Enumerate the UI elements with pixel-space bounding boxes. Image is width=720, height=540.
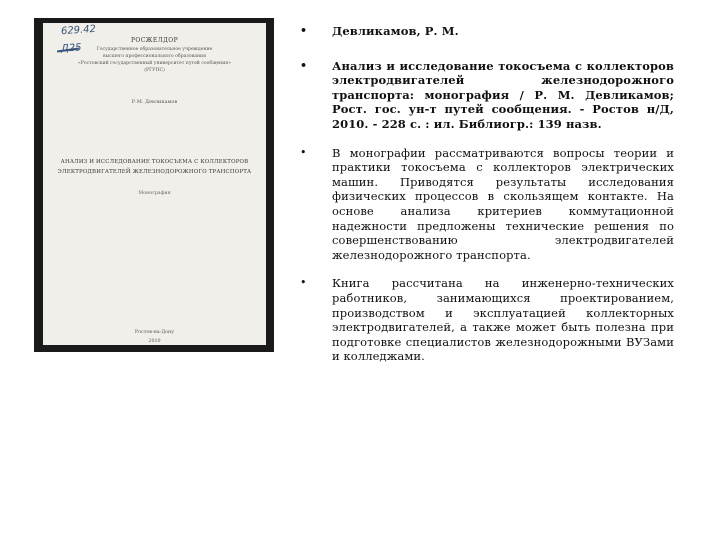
- book-cover-page: [43, 23, 266, 345]
- cover-org-line: Государственное образовательное учреждение: [96, 47, 213, 52]
- cover-org: РОСЖЕЛДОР: [130, 37, 179, 44]
- list-item-abstract: [300, 146, 674, 263]
- list-item-author: [300, 24, 674, 39]
- cover-org-line: высшего профессионального образования: [102, 54, 206, 59]
- cover-author: Р.М. Девликамов: [131, 99, 178, 105]
- cover-org-line: (РГУПС): [144, 68, 165, 73]
- book-description-list: [300, 24, 674, 364]
- bullet-marker: •: [300, 145, 307, 159]
- cover-title-line: АНАЛИЗ И ИССЛЕДОВАНИЕ ТОКОСЪЕМА С КОЛЛЕКТОРОВ: [60, 159, 249, 165]
- list-item-text: Анализ и исследование токосъема с коллекторов электродвигателей железнодорожного транспорта: монография / Р. М. Девликамов; Рост. гос. ун-т путей сообщения. - Ростов н/Д, 2010. - 228 с. : ил. Библиогр.: 139 назв.: [332, 58, 674, 131]
- list-item-text: Девликамов, Р. М.: [332, 24, 459, 38]
- cover-city: Ростов-на-Дону: [134, 330, 175, 335]
- list-item-text: Книга рассчитана на инженерно-технических работников, занимающихся проектированием, производством и эксплуатацией коллекторных электродвигателей, а также может быть полезна при подготовке специалистов железнодорожными ВУЗами и колледжами.: [332, 276, 674, 364]
- cover-org-line: «Ростовский государственный университет путей сообщения»: [77, 61, 232, 66]
- cover-genre: Монография: [138, 191, 171, 196]
- bullet-marker: •: [300, 276, 307, 290]
- list-item-text: В монографии рассматриваются вопросы теории и практики токосъема с коллекторов электрических машин. Приводятся результаты исследования физических процессов в скользящем контакте. На основе анализа критериев коммутационной надежности предложены технические решения по совершенствованию электродвигателей железнодорожного транспорта.: [332, 145, 674, 262]
- cover-year: 2010: [148, 339, 161, 344]
- book-cover-image: [34, 18, 274, 352]
- bullet-marker: •: [300, 58, 308, 72]
- handwritten-letter: Д25: [60, 42, 82, 55]
- handwritten-code: 629.42: [60, 23, 97, 38]
- bullet-marker: •: [300, 24, 308, 37]
- list-item-audience: [300, 276, 674, 364]
- cover-title-line: ЭЛЕКТРОДВИГАТЕЛЕЙ ЖЕЛЕЗНОДОРОЖНОГО ТРАНСПОРТА: [57, 169, 252, 175]
- list-item-citation: [300, 59, 674, 132]
